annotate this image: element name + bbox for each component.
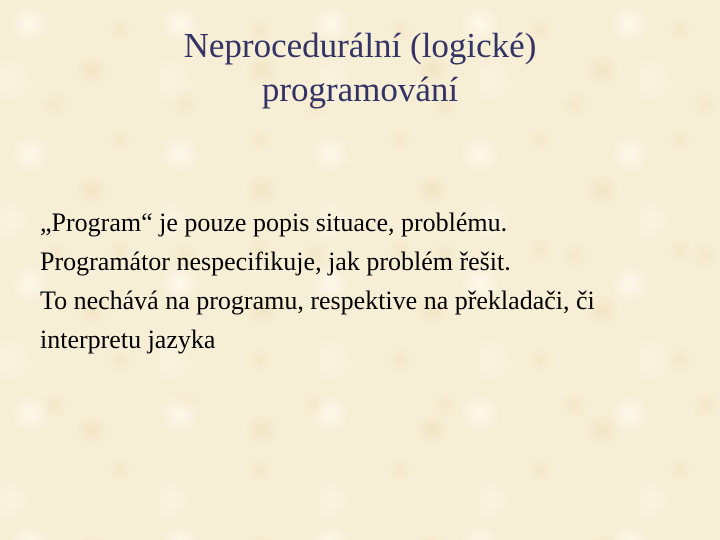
slide-body	[40, 203, 685, 359]
body-paragraph-3: To nechává na programu, respektive na překladači, či interpretu jazyka	[40, 286, 595, 354]
slide-title-line-2: programování	[261, 70, 459, 109]
slide-title	[60, 24, 660, 112]
body-paragraph-2: Programátor nespecifikuje, jak problém řešit.	[40, 247, 511, 276]
body-paragraph-1: „Program“ je pouze popis situace, problému.	[40, 208, 508, 237]
slide-title-line-1: Neprocedurální (logické)	[183, 26, 537, 65]
